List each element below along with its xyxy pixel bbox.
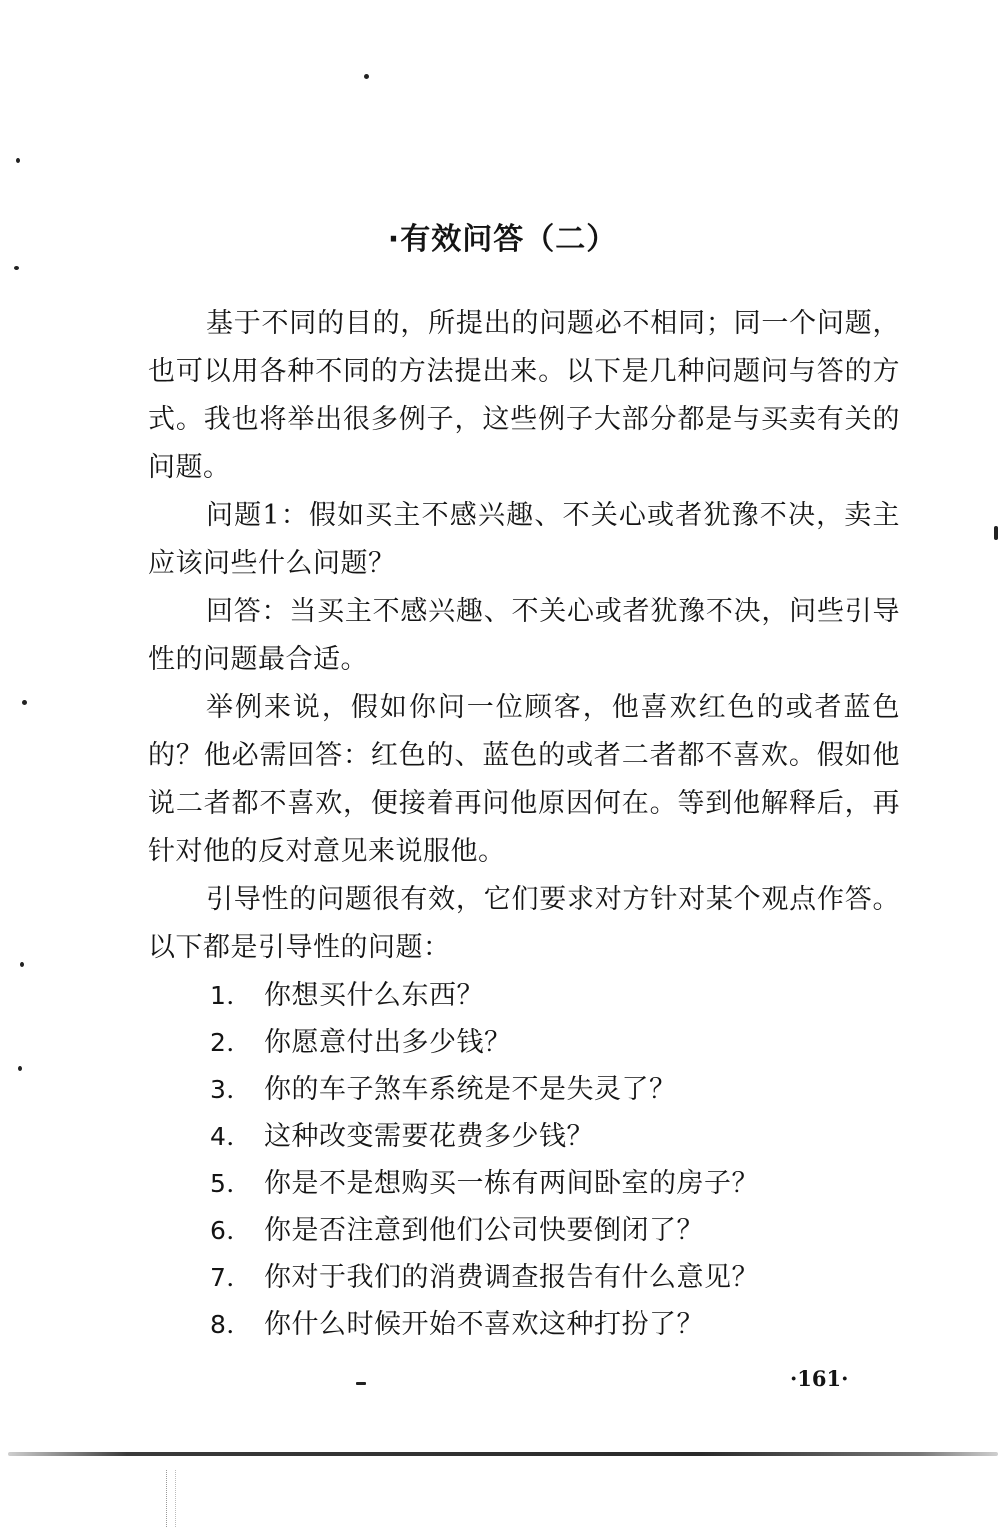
scan-speck [364, 74, 369, 79]
list-number: 6． [210, 1216, 252, 1245]
list-item [148, 1160, 900, 1207]
list-item [148, 1301, 900, 1348]
paragraph: 问题1：假如买主不感兴趣、不关心或者犹豫不决，卖主应该问些什么问题？ [148, 500, 900, 579]
paragraph: 引导性的问题很有效，它们要求对方针对某个观点作答。以下都是引导性的问题： [148, 884, 900, 963]
page-title: ·有效问答（二） [387, 222, 618, 257]
body-text [148, 300, 900, 1348]
list-item [148, 1019, 900, 1066]
question-list [148, 972, 900, 1348]
paragraph: 回答：当买主不感兴趣、不关心或者犹豫不决，问些引导性的问题最合适。 [148, 596, 900, 675]
list-text: 你什么时候开始不喜欢这种打扮了？ [264, 1309, 704, 1340]
list-number: 7． [210, 1263, 252, 1292]
list-item [148, 972, 900, 1019]
page-number: ·161· [790, 1366, 849, 1391]
list-text: 你愿意付出多少钱？ [264, 1027, 512, 1058]
list-text: 你想买什么东西？ [264, 980, 484, 1011]
list-text: 你是否注意到他们公司快要倒闭了？ [264, 1215, 704, 1246]
list-number: 2． [210, 1028, 252, 1057]
scan-speck [20, 962, 24, 967]
list-number: 3． [210, 1075, 252, 1104]
list-item [148, 1113, 900, 1160]
list-number: 8． [210, 1310, 252, 1339]
list-text: 你对于我们的消费调查报告有什么意见？ [264, 1262, 759, 1293]
list-number: 5． [210, 1169, 252, 1198]
list-number: 4． [210, 1122, 252, 1151]
binding-edge [166, 1470, 176, 1527]
paragraph: 举例来说，假如你问一位顾客，他喜欢红色的或者蓝色的？他必需回答：红色的、蓝色的或者二者都不喜欢。假如他说二者都不喜欢，便接着再问他原因何在。等到他解释后，再针对他的反对意见来说服他。 [148, 692, 900, 867]
scan-speck [356, 1382, 366, 1385]
list-item [148, 1207, 900, 1254]
scan-speck [22, 700, 27, 705]
list-number: 1． [210, 981, 252, 1010]
scan-speck [16, 158, 20, 163]
list-text: 这种改变需要花费多少钱？ [264, 1121, 594, 1152]
paragraph: 基于不同的目的，所提出的问题必不相同；同一个问题，也可以用各种不同的方法提出来。以下是几种问题问与答的方式。我也将举出很多例子，这些例子大部分都是与买卖有关的问题。 [148, 308, 900, 483]
scan-speck [994, 526, 998, 540]
list-text: 你是不是想购买一栋有两间卧室的房子？ [264, 1168, 759, 1199]
scan-speck [18, 1066, 22, 1071]
scan-speck [14, 266, 19, 270]
bottom-rule [8, 1452, 998, 1456]
list-item [148, 1066, 900, 1113]
list-text: 你的车子煞车系统是不是失灵了？ [264, 1074, 677, 1105]
list-item [148, 1254, 900, 1301]
